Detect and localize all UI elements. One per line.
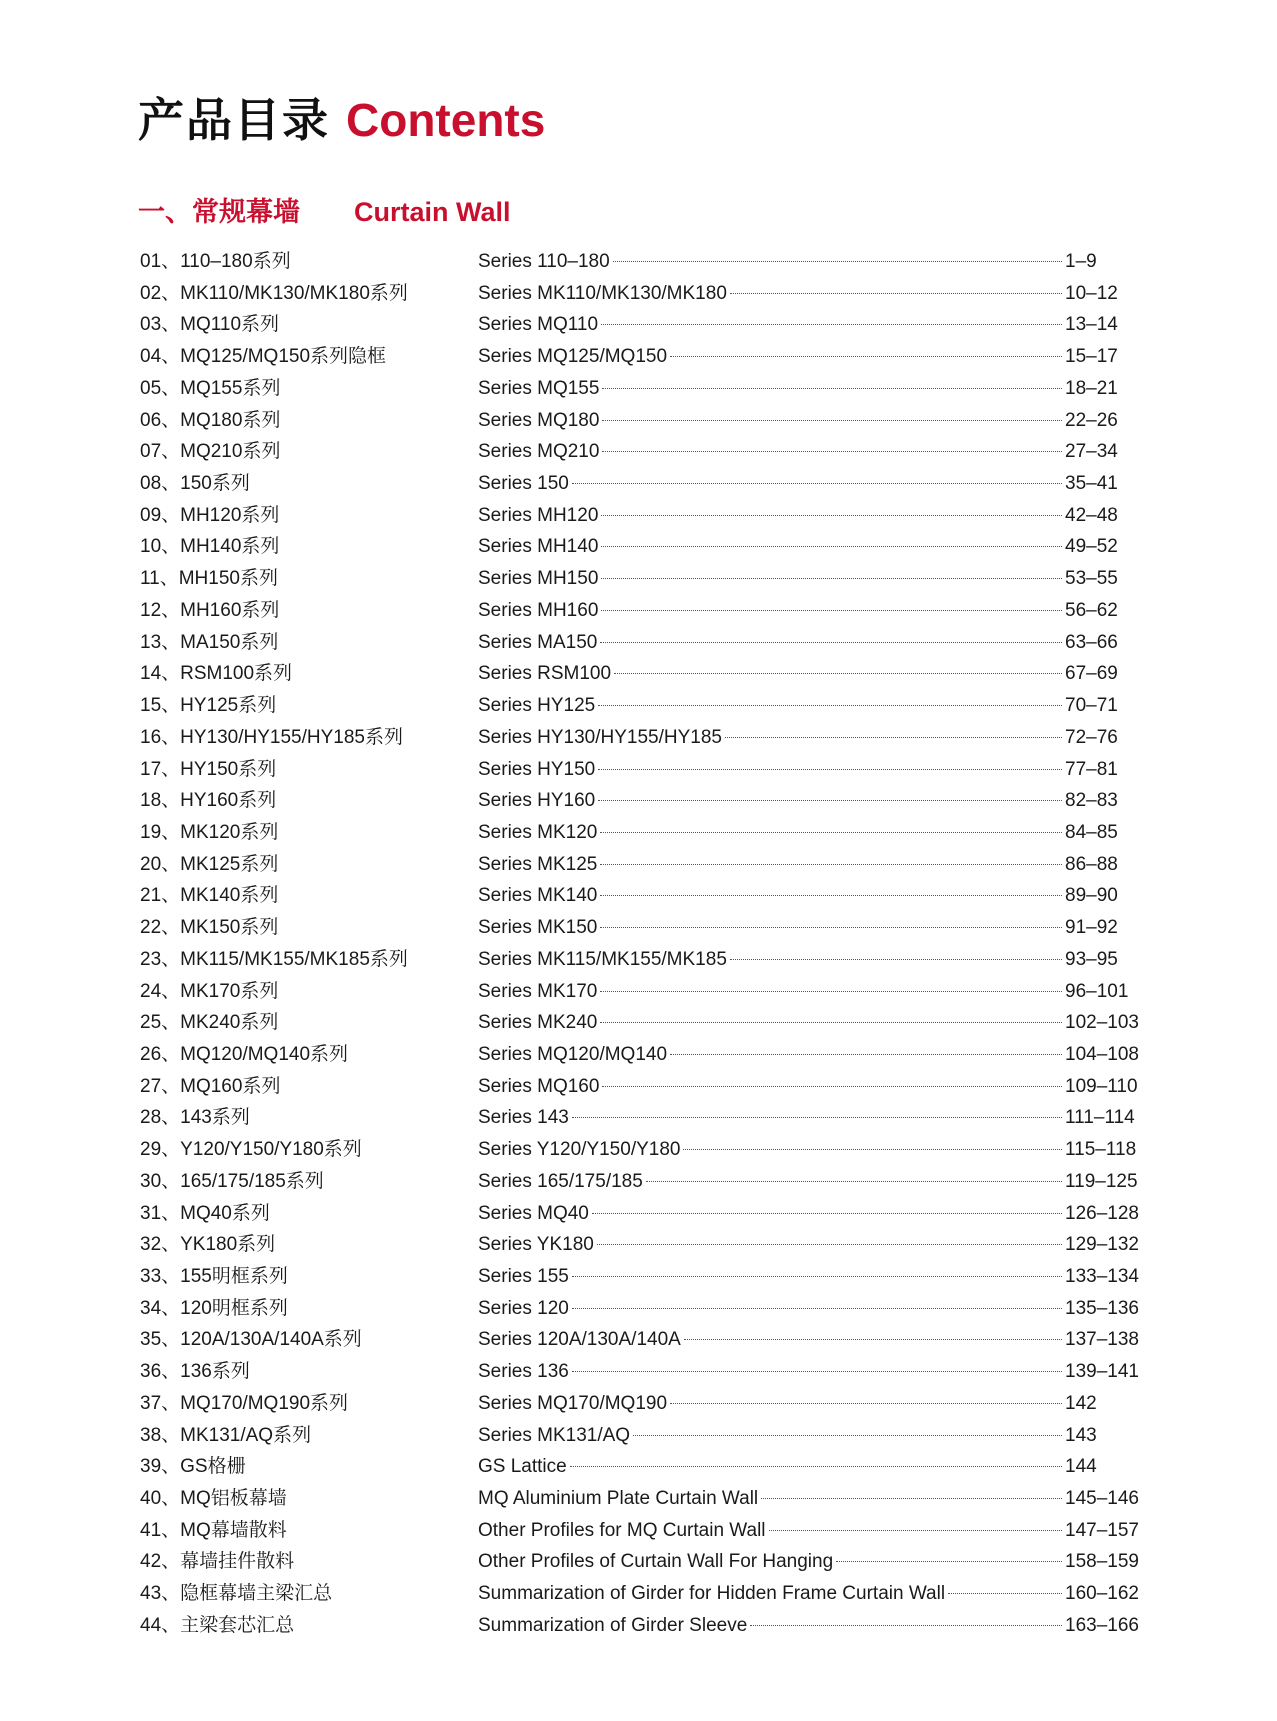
toc-entry-english-title: Series MQ170/MQ190: [478, 1392, 668, 1414]
toc-dot-leader: [836, 1561, 1062, 1562]
toc-entry: [140, 531, 1145, 563]
toc-entry-english-title: Series MH140: [478, 536, 599, 558]
toc-entry: [140, 1324, 1145, 1356]
toc-entry-page-range: 96–101: [1065, 980, 1129, 1002]
toc-entry-english-title: Series RSM100: [478, 663, 612, 685]
toc-entry-chinese-title: 16、HY130/HY155/HY185系列: [140, 726, 403, 748]
toc-entry-english-title: Other Profiles for MQ Curtain Wall: [478, 1519, 766, 1541]
page-title-chinese: 产品目录: [138, 94, 330, 146]
toc-entry: [140, 309, 1145, 341]
toc-entry-chinese-title: 25、MK240系列: [140, 1012, 279, 1034]
toc-entry-page-range: 82–83: [1065, 790, 1118, 812]
toc-entry-page-range: 42–48: [1065, 504, 1118, 526]
toc-entry-chinese-title: 40、MQ铝板幕墙: [140, 1488, 287, 1510]
toc-entry: [140, 1007, 1145, 1039]
toc-entry: [140, 1071, 1145, 1103]
table-of-contents: [140, 246, 1145, 1642]
toc-entry-page-range: 35–41: [1065, 473, 1118, 495]
toc-entry-page-range: 115–118: [1065, 1139, 1137, 1161]
toc-dot-leader: [602, 451, 1062, 452]
toc-entry-english-title: Series MH120: [478, 504, 599, 526]
page-title-english: Contents: [346, 94, 546, 146]
toc-entry-english-title: Series MK125: [478, 853, 598, 875]
toc-entry-chinese-title: 06、MQ180系列: [140, 409, 281, 431]
toc-dot-leader: [670, 1054, 1062, 1055]
toc-entry: [140, 1134, 1145, 1166]
toc-entry: [140, 785, 1145, 817]
toc-dot-leader: [600, 895, 1062, 896]
toc-entry-english-title: Series MK120: [478, 821, 598, 843]
toc-entry-page-range: 142: [1065, 1392, 1097, 1414]
toc-entry-english-title: Series 155: [478, 1266, 569, 1287]
toc-entry-english-title: Series 120A/130A/140A: [478, 1329, 681, 1351]
toc-entry-chinese-title: 18、HY160系列: [140, 790, 277, 812]
toc-entry-chinese-title: 21、MK140系列: [140, 885, 279, 907]
toc-entry: [140, 405, 1145, 437]
toc-entry-page-range: 144: [1065, 1456, 1097, 1478]
toc-dot-leader: [570, 1466, 1062, 1467]
toc-entry-chinese-title: 09、MH120系列: [140, 504, 280, 526]
toc-entry: [140, 278, 1145, 310]
toc-entry: [140, 1610, 1145, 1642]
toc-dot-leader: [600, 1022, 1062, 1023]
toc-entry: [140, 500, 1145, 532]
toc-entry-english-title: Series MQ40: [478, 1202, 589, 1224]
toc-entry-page-range: 72–76: [1065, 726, 1118, 748]
toc-entry: [140, 1166, 1145, 1198]
toc-entry: [140, 1420, 1145, 1452]
toc-entry-english-title: Series 136: [478, 1361, 569, 1383]
toc-entry-chinese-title: 35、120A/130A/140A系列: [140, 1329, 362, 1351]
toc-entry: [140, 563, 1145, 595]
toc-entry-page-range: 22–26: [1065, 409, 1118, 431]
toc-entry-english-title: Series MH150: [478, 568, 599, 590]
toc-dot-leader: [750, 1625, 1062, 1626]
toc-entry: [140, 912, 1145, 944]
toc-entry-chinese-title: 42、幕墙挂件散料: [140, 1551, 295, 1573]
toc-entry-page-range: 77–81: [1065, 758, 1118, 780]
toc-entry-english-title: Series MK140: [478, 885, 598, 907]
toc-entry-english-title: Summarization of Girder Sleeve: [478, 1614, 748, 1636]
toc-entry-page-range: 1–9: [1065, 251, 1097, 272]
toc-entry-chinese-title: 36、136系列: [140, 1361, 250, 1383]
toc-entry-page-range: 137–138: [1065, 1329, 1139, 1351]
toc-entry: [140, 1483, 1145, 1515]
toc-entry-english-title: Series MA150: [478, 631, 598, 653]
toc-entry-chinese-title: 11、MH150系列: [140, 568, 278, 590]
toc-entry-chinese-title: 20、MK125系列: [140, 853, 279, 875]
toc-dot-leader: [598, 800, 1062, 801]
toc-entry-english-title: Series HY125: [478, 695, 596, 717]
toc-entry-chinese-title: 39、GS格栅: [140, 1456, 246, 1478]
toc-dot-leader: [597, 1244, 1062, 1245]
toc-entry: [140, 976, 1145, 1008]
toc-entry-page-range: 102–103: [1065, 1012, 1139, 1034]
toc-entry-english-title: Series HY160: [478, 790, 596, 812]
toc-entry-page-range: 158–159: [1065, 1551, 1139, 1573]
toc-entry: [140, 246, 1145, 278]
toc-dot-leader: [725, 737, 1062, 738]
toc-entry-page-range: 163–166: [1065, 1614, 1139, 1636]
toc-entry-chinese-title: 29、Y120/Y150/Y180系列: [140, 1139, 362, 1161]
toc-entry-page-range: 84–85: [1065, 821, 1118, 843]
toc-entry-english-title: MQ Aluminium Plate Curtain Wall: [478, 1488, 759, 1510]
toc-entry-english-title: Series 165/175/185: [478, 1170, 643, 1192]
toc-entry-page-range: 53–55: [1065, 568, 1118, 590]
toc-dot-leader: [769, 1530, 1062, 1531]
toc-entry-chinese-title: 07、MQ210系列: [140, 441, 281, 463]
toc-dot-leader: [761, 1498, 1062, 1499]
toc-entry-page-range: 15–17: [1065, 346, 1118, 368]
toc-entry: [140, 1293, 1145, 1325]
toc-entry-chinese-title: 23、MK115/MK155/MK185系列: [140, 948, 408, 970]
toc-entry-english-title: Series Y120/Y150/Y180: [478, 1139, 681, 1161]
toc-dot-leader: [602, 1086, 1062, 1087]
toc-entry-page-range: 13–14: [1065, 314, 1118, 336]
toc-entry-page-range: 139–141: [1065, 1361, 1139, 1383]
toc-dot-leader: [683, 1149, 1062, 1150]
toc-entry-page-range: 104–108: [1065, 1043, 1139, 1065]
toc-entry-page-range: 109–110: [1065, 1075, 1138, 1097]
toc-entry-chinese-title: 05、MQ155系列: [140, 377, 281, 399]
toc-dot-leader: [572, 1117, 1062, 1118]
toc-entry-page-range: 56–62: [1065, 599, 1118, 621]
toc-dot-leader: [598, 705, 1062, 706]
toc-entry-page-range: 63–66: [1065, 631, 1118, 653]
toc-entry-english-title: Series HY130/HY155/HY185: [478, 726, 722, 748]
toc-entry-page-range: 67–69: [1065, 663, 1118, 685]
toc-entry-page-range: 147–157: [1065, 1519, 1139, 1541]
toc-entry: [140, 1261, 1145, 1293]
section-heading: [138, 194, 511, 230]
toc-entry-english-title: Series MQ155: [478, 377, 600, 399]
toc-entry: [140, 1229, 1145, 1261]
toc-dot-leader: [601, 515, 1062, 516]
toc-entry-english-title: Series MQ180: [478, 409, 600, 431]
toc-dot-leader: [592, 1213, 1062, 1214]
toc-entry-page-range: 135–136: [1065, 1297, 1139, 1319]
toc-entry-page-range: 160–162: [1065, 1583, 1139, 1605]
toc-entry-chinese-title: 15、HY125系列: [140, 695, 277, 717]
toc-dot-leader: [601, 546, 1062, 547]
toc-entry: [140, 1356, 1145, 1388]
toc-entry-english-title: Series MK240: [478, 1012, 598, 1034]
toc-entry-chinese-title: 32、YK180系列: [140, 1234, 276, 1256]
toc-entry-english-title: Series MQ120/MQ140: [478, 1043, 668, 1065]
toc-dot-leader: [600, 832, 1062, 833]
toc-dot-leader: [614, 673, 1062, 674]
toc-entry: [140, 1388, 1145, 1420]
toc-entry-chinese-title: 14、RSM100系列: [140, 663, 293, 685]
toc-dot-leader: [684, 1339, 1062, 1340]
toc-entry-page-range: 111–114: [1065, 1107, 1135, 1129]
toc-entry: [140, 1515, 1145, 1547]
toc-entry-chinese-title: 24、MK170系列: [140, 980, 279, 1002]
toc-dot-leader: [600, 642, 1062, 643]
toc-entry-chinese-title: 01、110–180系列: [140, 251, 291, 272]
toc-entry-chinese-title: 43、隐框幕墙主梁汇总: [140, 1583, 333, 1605]
toc-dot-leader: [598, 769, 1062, 770]
toc-entry-page-range: 143: [1065, 1424, 1097, 1446]
toc-entry-chinese-title: 04、MQ125/MQ150系列隐框: [140, 346, 387, 368]
toc-entry: [140, 436, 1145, 468]
toc-dot-leader: [602, 420, 1062, 421]
toc-entry-page-range: 70–71: [1065, 695, 1118, 717]
toc-entry-chinese-title: 30、165/175/185系列: [140, 1170, 324, 1192]
toc-entry-chinese-title: 31、MQ40系列: [140, 1202, 270, 1224]
toc-entry-chinese-title: 19、MK120系列: [140, 821, 279, 843]
toc-entry-page-range: 129–132: [1065, 1234, 1139, 1256]
toc-dot-leader: [601, 578, 1062, 579]
toc-entry-chinese-title: 13、MA150系列: [140, 631, 279, 653]
section-heading-english: Curtain Wall: [354, 197, 511, 227]
toc-dot-leader: [572, 483, 1062, 484]
toc-dot-leader: [602, 388, 1062, 389]
toc-entry-english-title: Series 110–180: [478, 251, 610, 272]
toc-entry-page-range: 10–12: [1065, 282, 1118, 304]
toc-entry-chinese-title: 17、HY150系列: [140, 758, 277, 780]
toc-entry-chinese-title: 26、MQ120/MQ140系列: [140, 1043, 349, 1065]
toc-entry-chinese-title: 28、143系列: [140, 1107, 250, 1129]
toc-entry-chinese-title: 12、MH160系列: [140, 599, 280, 621]
toc-entry: [140, 1546, 1145, 1578]
toc-entry-chinese-title: 34、120明框系列: [140, 1297, 288, 1319]
toc-dot-leader: [572, 1276, 1062, 1277]
toc-entry-english-title: Series MQ160: [478, 1075, 600, 1097]
toc-entry-page-range: 145–146: [1065, 1488, 1139, 1510]
section-heading-chinese: 一、常规幕墙: [138, 197, 300, 227]
toc-entry-page-range: 49–52: [1065, 536, 1118, 558]
toc-dot-leader: [600, 991, 1062, 992]
toc-entry-english-title: Series MK115/MK155/MK185: [478, 948, 727, 970]
toc-entry: [140, 849, 1145, 881]
toc-dot-leader: [601, 324, 1062, 325]
toc-dot-leader: [572, 1308, 1062, 1309]
toc-entry-english-title: Series MQ110: [478, 314, 599, 336]
toc-entry-english-title: Series MK110/MK130/MK180: [478, 282, 727, 304]
toc-entry-page-range: 18–21: [1065, 377, 1118, 399]
toc-entry-page-range: 89–90: [1065, 885, 1118, 907]
toc-entry: [140, 1198, 1145, 1230]
toc-dot-leader: [670, 356, 1062, 357]
toc-entry-english-title: Series 143: [478, 1107, 569, 1129]
toc-entry: [140, 690, 1145, 722]
toc-entry-chinese-title: 41、MQ幕墙散料: [140, 1519, 287, 1541]
toc-entry: [140, 880, 1145, 912]
toc-entry-chinese-title: 02、MK110/MK130/MK180系列: [140, 282, 408, 304]
toc-entry-page-range: 91–92: [1065, 917, 1118, 939]
toc-entry-english-title: Summarization of Girder for Hidden Frame Curtain Wall: [478, 1583, 946, 1605]
toc-entry-chinese-title: 22、MK150系列: [140, 917, 279, 939]
toc-dot-leader: [600, 864, 1062, 865]
page-title: [138, 92, 545, 148]
toc-entry-english-title: Series HY150: [478, 758, 596, 780]
toc-entry: [140, 468, 1145, 500]
toc-entry-page-range: 27–34: [1065, 441, 1118, 463]
toc-dot-leader: [613, 261, 1062, 262]
toc-entry-chinese-title: 10、MH140系列: [140, 536, 280, 558]
toc-entry-english-title: Series MK150: [478, 917, 598, 939]
toc-entry-english-title: Series MK131/AQ: [478, 1424, 631, 1446]
toc-entry-chinese-title: 44、主梁套芯汇总: [140, 1614, 295, 1636]
toc-entry-page-range: 126–128: [1065, 1202, 1139, 1224]
toc-entry-chinese-title: 33、155明框系列: [140, 1266, 288, 1287]
toc-entry-english-title: Series MQ125/MQ150: [478, 346, 668, 368]
toc-entry-page-range: 133–134: [1065, 1266, 1139, 1287]
toc-dot-leader: [730, 293, 1062, 294]
toc-entry: [140, 722, 1145, 754]
toc-entry: [140, 658, 1145, 690]
toc-entry: [140, 1039, 1145, 1071]
toc-entry-chinese-title: 03、MQ110系列: [140, 314, 280, 336]
toc-entry-page-range: 93–95: [1065, 948, 1118, 970]
toc-entry-english-title: Series 150: [478, 473, 569, 495]
toc-entry-english-title: Other Profiles of Curtain Wall For Hanging: [478, 1551, 834, 1573]
toc-entry-chinese-title: 37、MQ170/MQ190系列: [140, 1392, 349, 1414]
toc-entry: [140, 595, 1145, 627]
toc-dot-leader: [730, 959, 1062, 960]
toc-entry: [140, 1102, 1145, 1134]
toc-entry: [140, 1578, 1145, 1610]
toc-entry-chinese-title: 27、MQ160系列: [140, 1075, 281, 1097]
toc-entry: [140, 373, 1145, 405]
toc-entry-page-range: 119–125: [1065, 1170, 1138, 1192]
toc-entry-english-title: GS Lattice: [478, 1456, 567, 1478]
toc-dot-leader: [670, 1403, 1062, 1404]
toc-entry: [140, 627, 1145, 659]
toc-dot-leader: [600, 927, 1062, 928]
toc-entry-english-title: Series MK170: [478, 980, 598, 1002]
toc-dot-leader: [601, 610, 1062, 611]
toc-entry-chinese-title: 38、MK131/AQ系列: [140, 1424, 312, 1446]
toc-dot-leader: [646, 1181, 1062, 1182]
toc-dot-leader: [948, 1593, 1062, 1594]
toc-entry: [140, 341, 1145, 373]
toc-entry-english-title: Series 120: [478, 1297, 569, 1319]
toc-entry: [140, 817, 1145, 849]
toc-dot-leader: [572, 1371, 1062, 1372]
toc-entry: [140, 754, 1145, 786]
toc-entry-page-range: 86–88: [1065, 853, 1118, 875]
toc-entry-english-title: Series MH160: [478, 599, 599, 621]
toc-entry-english-title: Series MQ210: [478, 441, 600, 463]
toc-dot-leader: [633, 1435, 1062, 1436]
toc-entry-chinese-title: 08、150系列: [140, 473, 250, 495]
toc-entry: [140, 944, 1145, 976]
toc-entry: [140, 1451, 1145, 1483]
toc-entry-english-title: Series YK180: [478, 1234, 594, 1256]
